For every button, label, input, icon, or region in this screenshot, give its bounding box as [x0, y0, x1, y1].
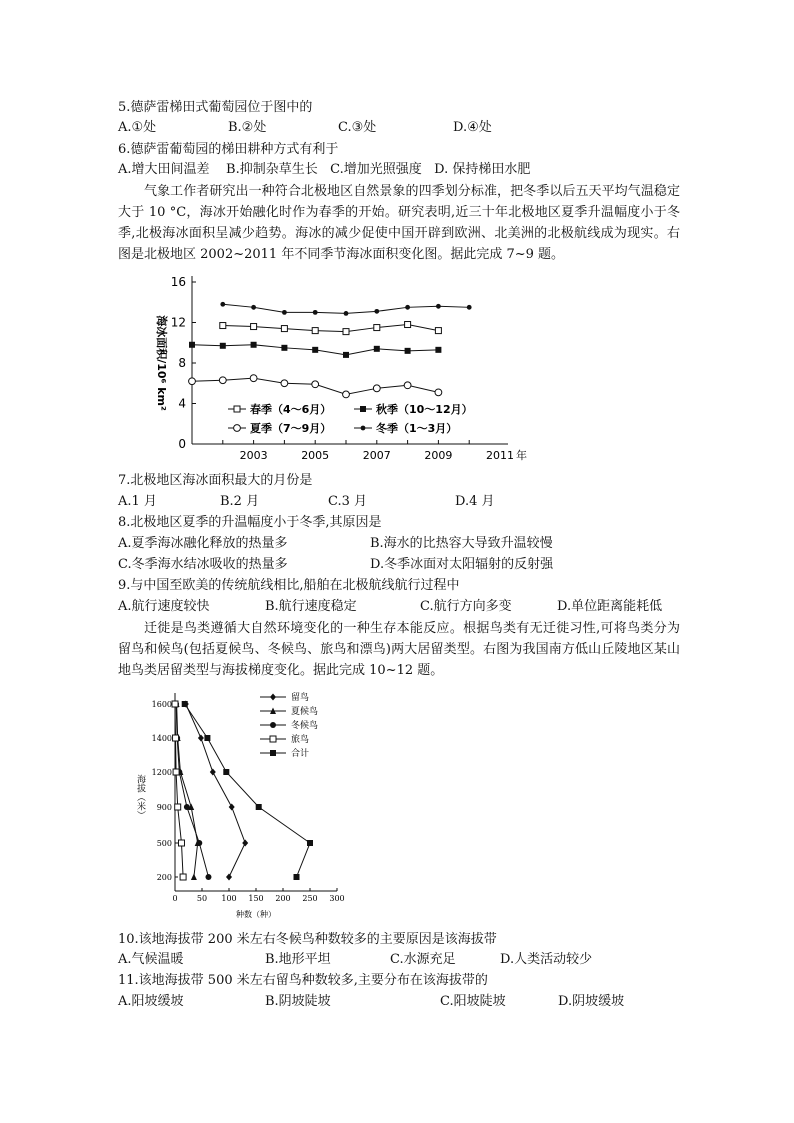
q7-option-d: D.4 月: [455, 494, 495, 509]
data-point: [205, 874, 211, 880]
y-axis-label: 海冰面积/10⁶ km²: [155, 315, 168, 411]
q9-stem: 9.与中国至欧美的传统航线相比,船舶在北极航线航行过程中: [118, 578, 460, 593]
sea-ice-chart: [140, 270, 540, 465]
passage-arctic: 气象工作者研究出一种符合北极地区自然景象的四季划分标准，把冬季以后五天平均气温稳定大于 10 °C，海冰开始融化时作为春季的开始。研究表明,近三十年北极地区夏季升温幅度小于冬季,北极海冰面积呈减少趋势。海冰的减少促使中国开辟到欧洲、北美洲的北极航线成为现实。右图是北极地区 2002~2011 年不同季节海冰面积变化图。据此完成 7~9 题。: [118, 184, 680, 262]
q5-option-a: A.①处: [118, 120, 157, 135]
legend-label: 冬候鸟: [291, 721, 319, 731]
data-point: [313, 310, 318, 315]
data-point: [172, 701, 178, 707]
data-point: [343, 329, 349, 335]
y-tick-label: 1200: [151, 768, 172, 777]
data-point: [173, 769, 179, 775]
passage-birds: 迁徙是鸟类遵循大自然环境变化的一种生存本能反应。根据鸟类有无迁徙习性,可将鸟类分为留鸟和候鸟(包括夏候鸟、冬候鸟、旅鸟和漂鸟)两大居留类型。右图为我国南方低山丘陵地区某山地鸟类居留类型与海拔梯度变化。据此完成 10~12 题。: [118, 621, 680, 678]
data-point: [436, 304, 441, 309]
bird-legend: [260, 691, 318, 759]
data-point: [281, 345, 287, 351]
data-point: [223, 769, 229, 775]
data-point: [189, 378, 196, 385]
data-point: [435, 389, 442, 396]
q11-stem: 11.该地海拔带 500 米左右留鸟种数较多,主要分布在该海拔带的: [118, 973, 488, 988]
legend-label: 旅鸟: [291, 735, 310, 745]
q6-options: A.增大田间温差 B.抑制杂草生长 C.增加光照强度 D. 保持梯田水肥: [118, 162, 531, 177]
q11-option-b: B.阴坡陡坡: [265, 994, 331, 1009]
y-tick-label: 1400: [151, 734, 172, 743]
data-point: [242, 840, 248, 847]
data-point: [189, 342, 195, 348]
x-tick-label: 50: [196, 894, 208, 903]
q6-stem: 6.德萨雷葡萄园的梯田耕种方式有利于: [118, 142, 339, 157]
data-point: [175, 804, 181, 810]
legend-marker: [270, 736, 276, 742]
series-line-3: [175, 704, 183, 877]
q9-option-a: A.航行速度较快: [118, 599, 210, 614]
data-point: [219, 377, 226, 384]
legend-label: 留鸟: [291, 693, 310, 703]
y-axis-label: 海拔（米）: [135, 774, 145, 820]
y-tick-label: 16: [170, 275, 186, 289]
data-point: [405, 348, 411, 354]
data-point: [312, 347, 318, 353]
data-point: [250, 375, 257, 382]
q7-stem: 7.北极地区海冰面积最大的月份是: [118, 473, 313, 488]
q10-option-c: C.水源充足: [390, 952, 456, 967]
x-tick-label: 250: [302, 894, 318, 903]
x-tick-label: 200: [275, 894, 291, 903]
q11-option-a: A.阳坡缓坡: [118, 994, 184, 1009]
legend-label: 春季（4～6月）: [250, 403, 332, 416]
legend-marker: [270, 722, 276, 728]
sea-ice-legend: [228, 402, 473, 435]
legend-marker: [270, 750, 276, 756]
legend-label: 冬季（1～3月）: [376, 422, 458, 435]
x-tick-label: 150: [248, 894, 264, 903]
data-point: [196, 840, 202, 846]
legend-marker: [360, 406, 366, 412]
q10-option-b: B.地形平坦: [265, 952, 331, 967]
q8-option-b: B.海水的比热容大导致升温较慢: [370, 536, 553, 551]
data-point: [178, 840, 184, 846]
q11-option-c: C.阳坡陡坡: [440, 994, 506, 1009]
series-line-0: [186, 704, 245, 877]
q5-option-d: D.④处: [453, 120, 492, 135]
data-point: [256, 804, 262, 810]
data-point: [226, 874, 232, 881]
data-point: [281, 380, 288, 387]
data-point: [405, 305, 410, 310]
x-tick-label: 2009: [424, 449, 453, 462]
x-tick-label: 2005: [301, 449, 330, 462]
q7-option-c: C.3 月: [328, 494, 368, 509]
legend-label: 秋季（10～12月）: [376, 403, 473, 416]
legend-marker: [234, 425, 241, 432]
q7-option-b: B.2 月: [220, 494, 260, 509]
y-tick-label: 0: [178, 437, 186, 451]
bird-altitude-chart: [128, 685, 360, 925]
sea-ice-series: [189, 302, 472, 398]
data-point: [251, 342, 257, 348]
data-point: [281, 326, 287, 332]
data-point: [180, 874, 186, 880]
data-point: [435, 347, 441, 353]
data-point: [374, 309, 379, 314]
data-point: [220, 302, 225, 307]
q9-option-b: B.航行速度稳定: [265, 599, 357, 614]
series-line-2: [176, 704, 208, 877]
data-point: [405, 322, 411, 328]
data-point: [312, 328, 318, 334]
q9-option-c: C.航行方向多变: [420, 599, 512, 614]
y-tick-label: 900: [156, 803, 172, 812]
x-tick-label: 100: [221, 894, 237, 903]
legend-label: 夏候鸟: [291, 707, 319, 717]
q10-option-a: A.气候温暖: [118, 952, 184, 967]
q5-option-b: B.②处: [228, 120, 267, 135]
data-point: [220, 323, 226, 329]
data-point: [344, 311, 349, 316]
y-tick-label: 500: [156, 839, 172, 848]
legend-label: 夏季（7～9月）: [250, 422, 332, 435]
y-tick-label: 200: [156, 873, 172, 882]
legend-marker: [361, 426, 366, 431]
legend-marker: [234, 406, 240, 412]
y-tick-label: 4: [178, 396, 186, 411]
y-tick-label: 1600: [151, 700, 172, 709]
data-point: [435, 328, 441, 334]
y-tick-label: 12: [170, 315, 186, 330]
q10-stem: 10.该地海拔带 200 米左右冬候鸟种数较多的主要原因是该海拔带: [118, 932, 497, 947]
x-tick-label: 2003: [239, 449, 268, 462]
q10-option-d: D.人类活动较少: [500, 952, 593, 967]
data-point: [204, 735, 210, 741]
q8-option-a: A.夏季海冰融化释放的热量多: [118, 536, 288, 551]
series-line-1: [177, 704, 198, 877]
x-axis-label: 种数（种）: [236, 910, 276, 919]
data-point: [191, 874, 197, 881]
x-tick-label: 0: [172, 894, 178, 903]
data-point: [343, 391, 350, 398]
data-point: [198, 735, 204, 742]
data-point: [184, 804, 190, 810]
sea-ice-axes: [155, 275, 527, 462]
q5-stem: 5.德萨雷梯田式葡萄园位于图中的: [118, 100, 313, 115]
data-point: [307, 840, 313, 846]
q8-stem: 8.北极地区夏季的升温幅度小于冬季,其原因是: [118, 515, 382, 530]
data-point: [229, 804, 235, 811]
x-tick-label: 2007: [362, 449, 391, 462]
data-point: [173, 735, 179, 741]
data-point: [294, 874, 300, 880]
x-tick-label: 2011: [486, 449, 514, 462]
data-point: [251, 305, 256, 310]
q11-option-d: D.阴坡缓坡: [558, 994, 625, 1009]
data-point: [467, 305, 472, 310]
data-point: [182, 701, 188, 707]
data-point: [343, 352, 349, 358]
q5-option-c: C.③处: [338, 120, 377, 135]
data-point: [251, 324, 257, 330]
data-point: [374, 325, 380, 331]
data-point: [373, 385, 380, 392]
x-axis-unit: 年: [516, 449, 527, 462]
data-point: [312, 381, 319, 388]
q8-option-d: D.冬季冰面对太阳辐射的反射强: [370, 557, 554, 572]
data-point: [220, 343, 226, 349]
data-point: [210, 769, 216, 776]
x-tick-label: 300: [329, 894, 345, 903]
y-tick-label: 8: [178, 356, 186, 370]
q7-option-a: A.1 月: [118, 494, 157, 509]
q9-option-d: D.单位距离能耗低: [557, 599, 663, 614]
q8-option-c: C.冬季海水结冰吸收的热量多: [118, 557, 288, 572]
legend-label: 合计: [291, 749, 310, 759]
data-point: [404, 382, 411, 389]
data-point: [374, 346, 380, 352]
data-point: [282, 310, 287, 315]
legend-marker: [270, 694, 276, 701]
